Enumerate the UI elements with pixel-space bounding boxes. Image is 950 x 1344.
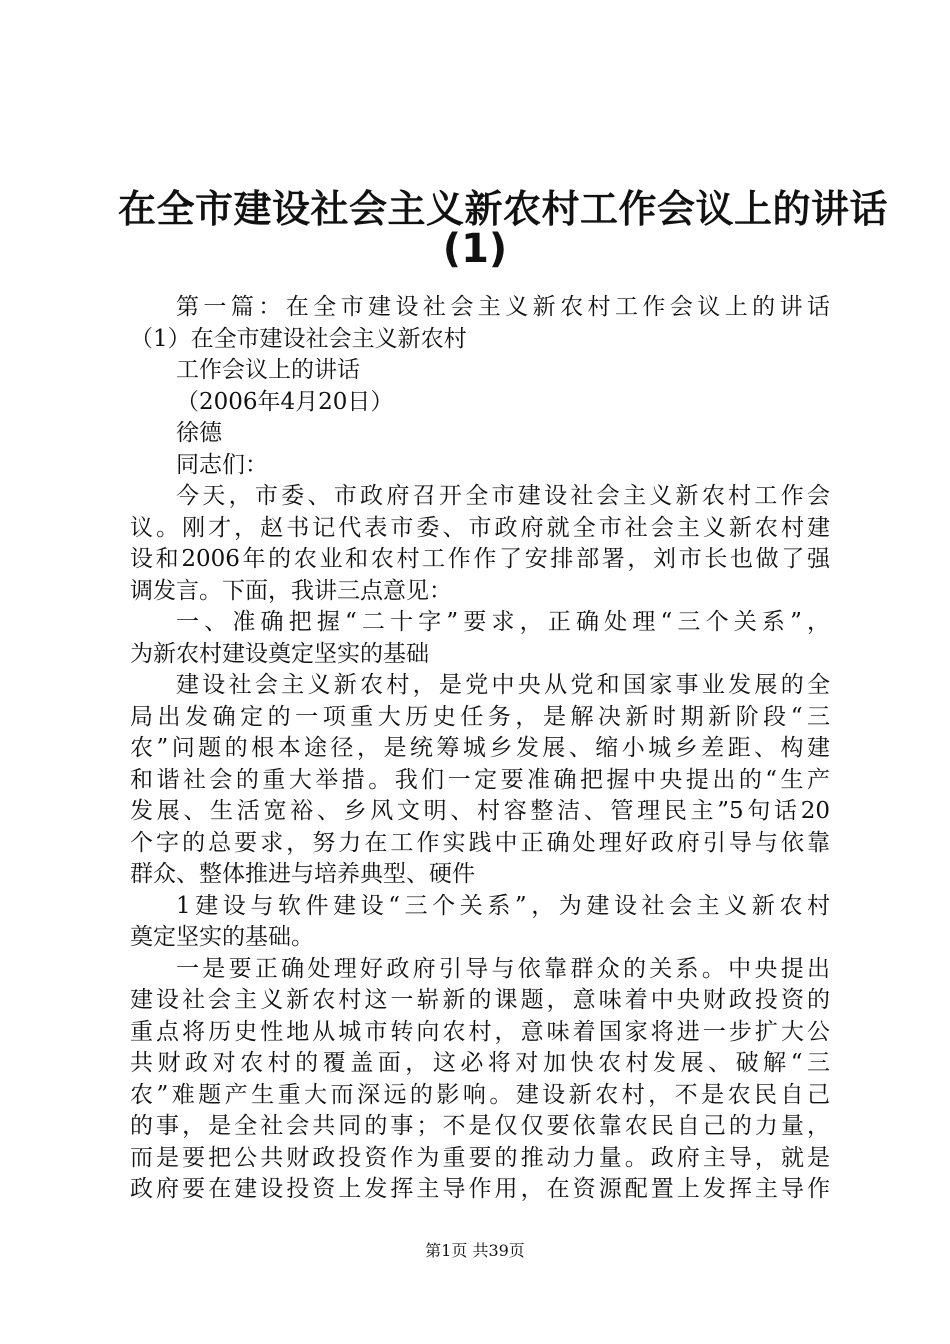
text-line: 政府要在建设投资上发挥主导作用，在资源配置上发挥主导作 <box>130 1176 830 1202</box>
text-line: 第一篇：在全市建设社会主义新农村工作会议上的讲话 <box>176 294 830 320</box>
text-line: 群众、整体推进与培养典型、硬件 <box>130 861 475 887</box>
text-line: 调发言。下面，我讲三点意见： <box>130 577 452 604</box>
section-heading: 为新农村建设奠定坚实的基础 <box>130 640 429 667</box>
text-line: 建设社会主义新农村这一崭新的课题，意味着中央财政投资的 <box>130 987 830 1013</box>
text-line: 奠定坚实的基础。 <box>130 924 314 950</box>
text-line: 农”难题产生重大而深远的影响。建设新农村，不是农民自己 <box>130 1081 830 1108</box>
document-title-line1: 在全市建设社会主义新农村工作会议上的讲话 <box>118 187 889 231</box>
text-line: 1建设与软件建设“三个关系”，为建设社会主义新农村 <box>176 892 830 919</box>
text-line: 的事，是全社会共同的事；不是仅仅要依靠农民自己的力量， <box>130 1113 830 1139</box>
text-line: 重点将历史性地从城市转向农村，意味着国家将进一步扩大公 <box>130 1018 830 1045</box>
text-line: 设和2006年的农业和农村工作作了安排部署，刘市长也做了强 <box>130 546 830 572</box>
text-line: 一是要正确处理好政府引导与依靠群众的关系。中央提出 <box>176 955 830 982</box>
text-line: （1）在全市建设社会主义新农村 <box>130 325 467 352</box>
page-footer: 第1页 共39页 <box>425 1241 525 1260</box>
text-line: 和谐社会的重大举措。我们一定要准确把握中央提出的“生产 <box>130 766 830 793</box>
document-body <box>130 292 830 1206</box>
text-line: 工作会议上的讲话 <box>176 357 360 383</box>
text-line: 而是要把公共财政投资作为重要的推动力量。政府主导，就是 <box>130 1144 830 1171</box>
salutation: 同志们： <box>176 451 268 478</box>
text-line: 徐德 <box>176 420 222 446</box>
text-line: 发展、生活宽裕、乡风文明、村容整洁、管理民主”5句话20 <box>130 798 830 824</box>
section-heading: 一、准确把握“二十字”要求，正确处理“三个关系”， <box>176 609 830 635</box>
document-title-line2: (1) <box>442 226 508 272</box>
text-line: 农”问题的根本途径，是统筹城乡发展、缩小城乡差距、构建 <box>130 735 830 761</box>
text-line: 今天，市委、市政府召开全市建设社会主义新农村工作会 <box>176 483 830 509</box>
text-line: 共财政对农村的覆盖面，这必将对加快农村发展、破解“三 <box>130 1050 830 1076</box>
text-line: 议。刚才，赵书记代表市委、市政府就全市社会主义新农村建 <box>130 514 830 541</box>
text-line: （2006年4月20日） <box>176 388 394 415</box>
text-line: 个字的总要求，努力在工作实践中正确处理好政府引导与依靠 <box>130 829 830 856</box>
text-line: 局出发确定的一项重大历史任务，是解决新时期新阶段“三 <box>130 703 830 730</box>
text-line: 建设社会主义新农村，是党中央从党和国家事业发展的全 <box>176 672 830 698</box>
